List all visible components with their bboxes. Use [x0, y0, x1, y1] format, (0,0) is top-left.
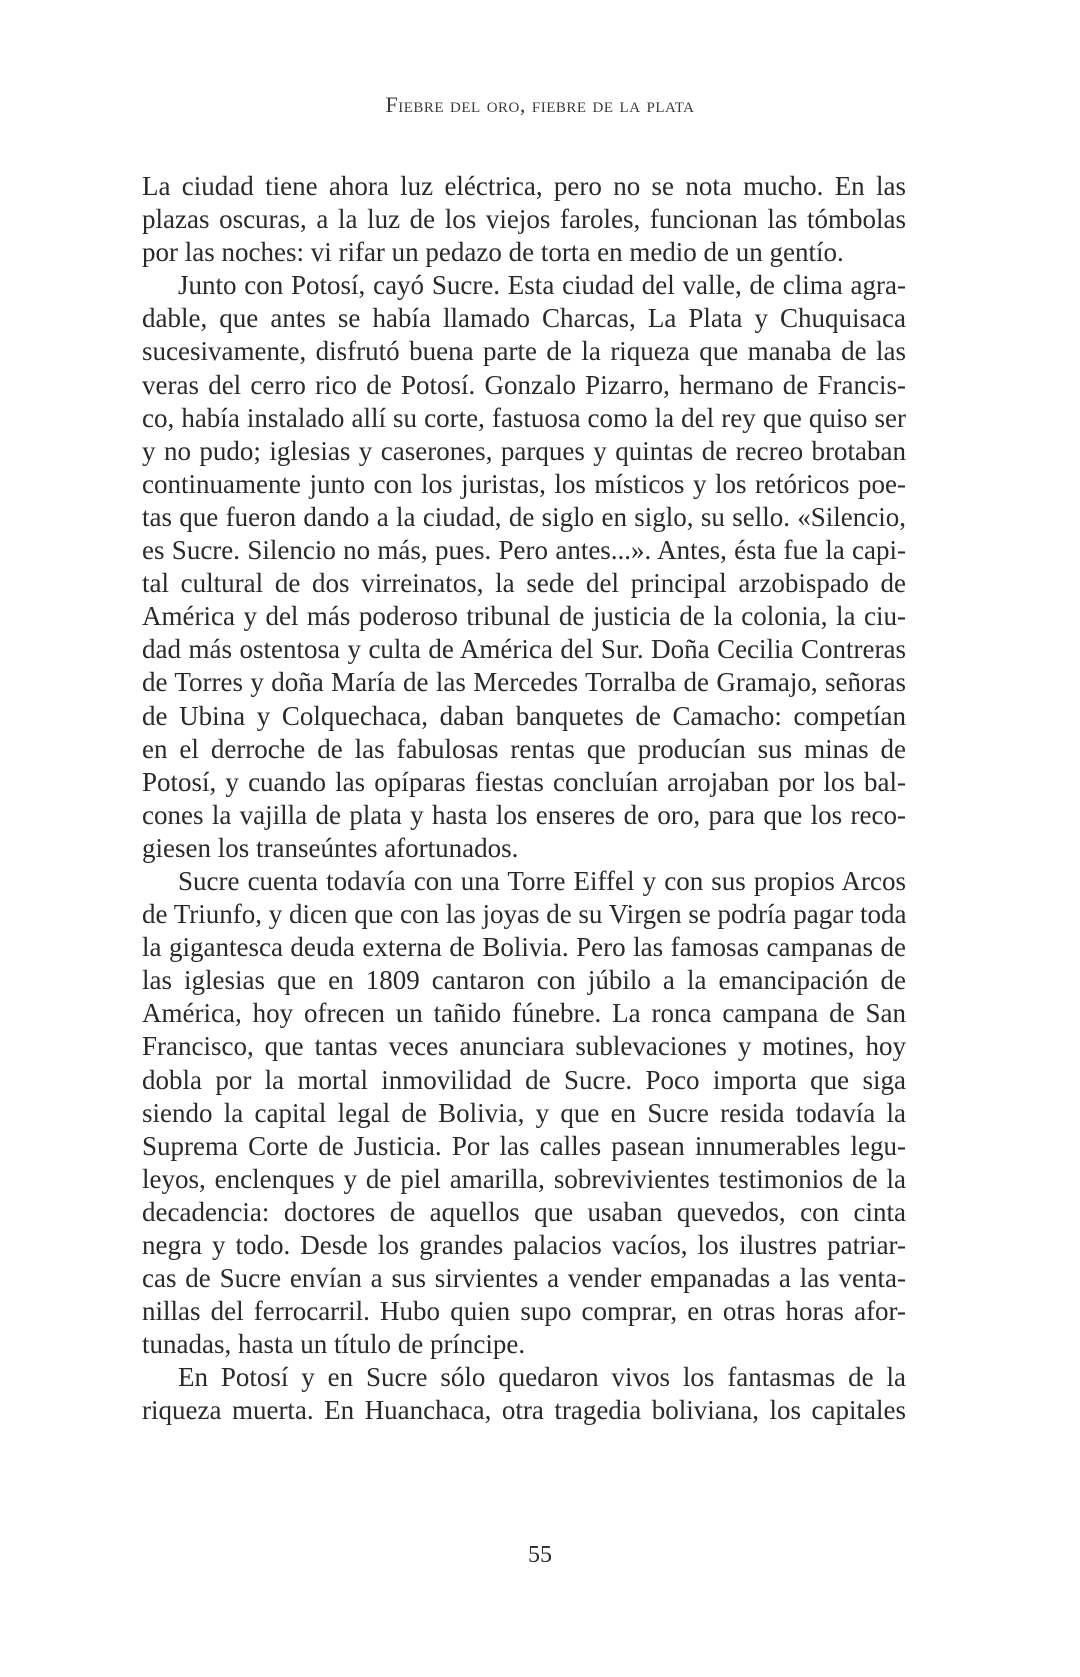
text-line: Suprema Corte de Justicia. Por las calles pasean innumerables legu- — [142, 1130, 906, 1161]
text-line: co, había instalado allí su corte, fastuosa como la del rey que quiso ser — [142, 402, 906, 433]
text-line: por las noches: vi rifar un pedazo de torta en medio de un gentío. — [142, 237, 844, 268]
text-line: Junto con Potosí, cayó Sucre. Esta ciudad del valle, de clima agra- — [178, 270, 906, 301]
text-line: es Sucre. Silencio no más, pues. Pero antes...». Antes, ésta fue la capi- — [142, 535, 906, 566]
text-line: las iglesias que en 1809 cantaron con júbilo a la emancipación de — [142, 965, 906, 996]
text-line: la gigantesca deuda externa de Bolivia. Pero las famosas campanas de — [142, 932, 906, 963]
text-line: de Ubina y Colquechaca, daban banquetes de Camacho: competían — [142, 700, 906, 731]
text-line: siendo la capital legal de Bolivia, y que en Sucre resida todavía la — [142, 1097, 906, 1128]
text-line: dad más ostentosa y culta de América del Sur. Doña Cecilia Contreras — [142, 634, 906, 665]
paragraph — [142, 1361, 906, 1427]
text-line: giesen los transeúntes afortunados. — [142, 832, 519, 863]
text-line: América, hoy ofrecen un tañido fúnebre. La ronca campana de San — [142, 998, 906, 1029]
text-line: La ciudad tiene ahora luz eléctrica, pero no se nota mucho. En las — [142, 171, 906, 201]
text-line: cas de Sucre envían a sus sirvientes a vender empanadas a las venta- — [142, 1263, 906, 1294]
text-line: riqueza muerta. En Huanchaca, otra tragedia boliviana, los capitales — [142, 1395, 906, 1426]
text-line: nillas del ferrocarril. Hubo quien supo comprar, en otras horas afor- — [142, 1296, 906, 1327]
text-line: sucesivamente, disfrutó buena parte de la riqueza que manaba de las — [142, 336, 906, 367]
text-line: en el derroche de las fabulosas rentas que producían sus minas de — [142, 733, 906, 764]
paragraph — [142, 865, 906, 1361]
text-line: de Triunfo, y dicen que con las joyas de su Virgen se podría pagar toda — [142, 899, 906, 930]
text-line: dable, que antes se había llamado Charcas, La Plata y Chuquisaca — [142, 303, 906, 334]
text-line: tal cultural de dos virreinatos, la sede del principal arzobispado de — [142, 568, 906, 599]
text-line: plazas oscuras, a la luz de los viejos faroles, funcionan las tómbolas — [142, 204, 906, 235]
text-line: veras del cerro rico de Potosí. Gonzalo Pizarro, hermano de Francis- — [142, 369, 906, 400]
running-head: Fiebre del oro, fiebre de la plata — [385, 92, 695, 117]
text-line: América y del más poderoso tribunal de justicia de la colonia, la ciu- — [142, 601, 906, 632]
paragraph — [142, 269, 906, 865]
text-line: decadencia: doctores de aquellos que usaban quevedos, con cinta — [142, 1196, 906, 1227]
text-line: continuamente junto con los juristas, los místicos y los retóricos poe- — [142, 468, 906, 499]
text-line: tunadas, hasta un título de príncipe. — [142, 1329, 526, 1360]
text-line: y no pudo; iglesias y caserones, parques y quintas de recreo brotaban — [142, 435, 906, 466]
paragraph — [142, 170, 906, 269]
text-line: Francisco, que tantas veces anunciara sublevaciones y motines, hoy — [142, 1031, 906, 1062]
text-line: Sucre cuenta todavía con una Torre Eiffel y con sus propios Arcos — [178, 865, 906, 896]
text-line: cones la vajilla de plata y hasta los enseres de oro, para que los reco- — [142, 799, 906, 830]
text-line: de Torres y doña María de las Mercedes Torralba de Gramajo, señoras — [142, 667, 906, 698]
text-line: tas que fueron dando a la ciudad, de siglo en siglo, su sello. «Silencio, — [142, 501, 906, 532]
text-line: dobla por la mortal inmovilidad de Sucre. Poco importa que siga — [142, 1064, 906, 1095]
page-number: 55 — [528, 1542, 552, 1568]
text-line: Potosí, y cuando las opíparas fiestas concluían arrojaban por los bal- — [142, 766, 906, 797]
text-line: leyos, enclenques y de piel amarilla, sobrevivientes testimonios de la — [142, 1163, 906, 1194]
text-line: negra y todo. Desde los grandes palacios vacíos, los ilustres patriar- — [142, 1230, 906, 1260]
text-line: En Potosí y en Sucre sólo quedaron vivos los fantasmas de la — [178, 1362, 906, 1393]
body-text — [142, 170, 906, 1428]
